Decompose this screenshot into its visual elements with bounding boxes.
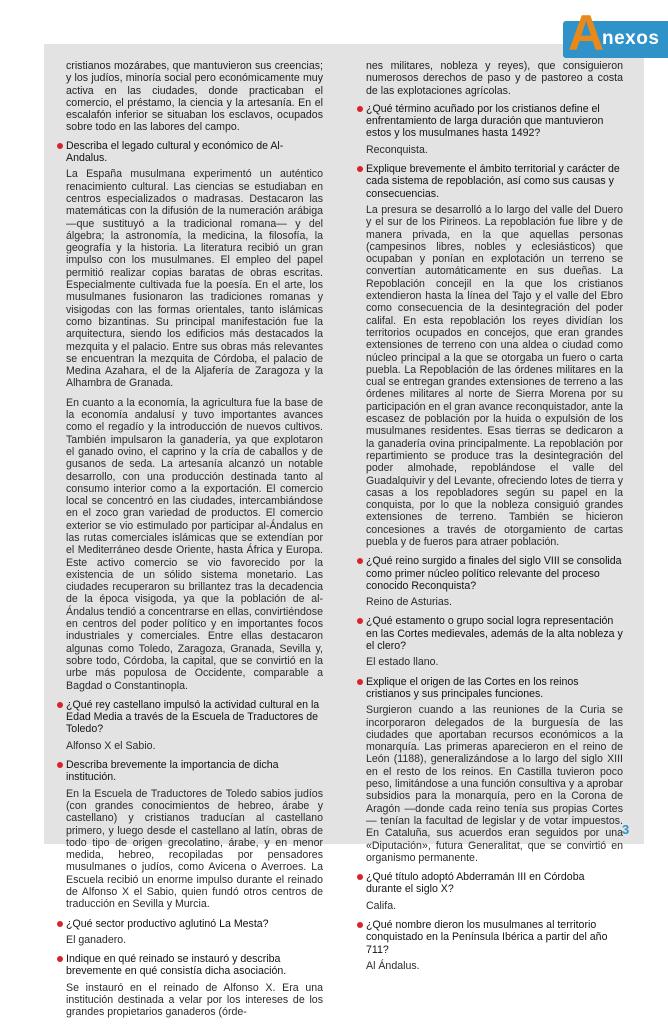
answer: La presura se desarrolló a lo largo del valle del Duero y el sur de los Pirineos. La repoblación fue libre y de manera privada, en la que aquellas personas (campesinos libres, nobles y eclesiásticos) que ocupaban y ponían en explotación un terreno se convertían automáticamente en sus dueñas. La Repoblación concejil en la que los cristianos extendieron hasta la línea del Tajo y el valle del Ebro como consecuencia de la desintegración del poder califal. En esta repoblación los reyes dividían los territorios ocupados en concejos, que eran grandes extensiones de terreno con una aldea o ciudad como núcleo principal a la que se otorgaba un fuero o carta puebla. La Repoblación de las órdenes militares en la cual se entregan grandes extensiones de terreno a las órdenes militares al norte de Sierra Morena por su participación en el gran avance reconquistador, ante la escasez de población por la huida o expulsión de los musulmanes residentes. Esas tierras se dedicaron a la ganadería ovina principalmente. La repoblación por repartimiento se produce tras la desintegración del poder almohade, repoblándose el valle del Guadalquivir y del Levante, ofreciendo lotes de tierra y casas a los repobladores según su papel en la conquista, por lo que la nobleza consiguió grandes extensiones de terreno. También se hicieron concesiones a través de otorgamiento de cartas puebla y de fueros para atraer población. — [366, 203, 623, 548]
question-text: ¿Qué estamento o grupo social logra representación en las Cortes medievales, además de la alta nobleza y el clero? — [366, 615, 623, 653]
question — [57, 140, 323, 165]
question-text: Explique el origen de las Cortes en los reinos cristianos y sus principales funciones. — [366, 675, 579, 700]
page-number: 3 — [622, 822, 630, 837]
paragraph: nes militares, nobleza y reyes), que consiguieron numerosos derechos de paso y de pastoreo a costa de las explotaciones agrícolas. — [366, 60, 623, 97]
answer: Al Ándalus. — [366, 959, 420, 972]
question — [357, 919, 623, 956]
answer: Alfonso X el Sabio. — [66, 739, 156, 752]
question — [57, 759, 323, 784]
bullet-icon — [357, 166, 363, 172]
question-text: ¿Qué término acuñado por los cristianos define el enfrentamiento de larga duración que mantuvieron estos y los musulmanes hasta 1492? — [366, 102, 604, 140]
question — [57, 953, 323, 978]
bullet-icon — [357, 106, 363, 112]
bullet-icon — [357, 922, 363, 928]
answer: En la Escuela de Traductores de Toledo sabios judíos (con grandes conocimientos de hebreo, árabe y castellano) y cristianos traducían al castellano primero, y luego desde el castellano al latín, obras de todo tipo de origen grecolatino, árabe, y en menor medida, hebreo, recopiladas por pensadores musulmanes o judíos, como Avicena o Averroes. La Escuela recibió un enorme impulso durante el reinado de Alfonso X el Sabio, quien fundó otros centros de traducción en Sevilla y Murcia. — [66, 787, 323, 911]
bullet-icon — [57, 702, 63, 708]
right-column — [357, 60, 623, 979]
bullet-icon — [57, 143, 63, 149]
section-tab-title: nexos — [602, 28, 660, 49]
paragraph: cristianos mozárabes, que mantuvieron sus creencias; y los judíos, minoría social pero económicamente muy activa en las ciudades, donde practicaban el comercio, el préstamo, la ciencia y la artesanía. En el escalafón inferior se situaban los esclavos, ocupados sobre todo en las labores del campo. — [66, 60, 323, 134]
question-text: ¿Qué sector productivo aglutinó La Mesta? — [66, 917, 269, 930]
answer: Califa. — [366, 899, 397, 912]
question — [357, 163, 623, 200]
bullet-icon — [57, 956, 63, 962]
bullet-icon — [357, 679, 363, 685]
question-text: Describa brevemente la importancia de dicha institución. — [66, 759, 279, 784]
question — [357, 555, 623, 592]
question-text: ¿Qué nombre dieron los musulmanes al territorio conquistado en la Península Ibérica a partir del año 711? — [366, 919, 608, 956]
question — [357, 676, 623, 701]
answer: Reino de Asturias. — [366, 596, 452, 609]
bullet-icon — [357, 618, 363, 624]
question — [357, 871, 623, 896]
answer: Reconquista. — [366, 143, 428, 156]
section-tab-initial: A — [568, 5, 605, 61]
answer: El estado llano. — [366, 656, 439, 669]
answer: La España musulmana experimentó un auténtico renacimiento cultural. Las ciencias se estudiaban en centros especializados o madrasas. Destacaron las matemáticas con la difusión de la numeración arábiga —que sustituyó a la tradicional romana— y del álgebra; la astronomía, la medicina, la filosofía, la geografía y la historia. La literatura recibió un gran impulso con los musulmanes. El empleo del papel permitió realizar copias baratas de obras escritas. Especialmente cultivada fue la poesía. En el arte, los musulmanes fusionaron las tradiciones romanas y visigodas con las formas orientales, tanto islámicas como bizantinas. Su principal manifestación fue la arquitectura, siendo los edificios más destacados la mezquita y el palacio. Entre sus obras más relevantes se encuentran la mezquita de Córdoba, el palacio de Medina Azahara, el de la Aljafería de Zaragoza y la Alhambra de Granada. — [66, 168, 323, 390]
answer: En cuanto a la economía, la agricultura fue la base de la economía andalusí y tuvo importantes avances como el regadío y la introducción de nuevos cultivos. También impulsaron la ganadería, ya que explotaron el ganado ovino, el caprino y la cría de caballos y de gusanos de seda. La artesanía alcanzó un notable desarrollo, con una producción destinada tanto al consumo interior como a la exportación. El comercio local se concentró en las ciudades, intercambiándose en el zoco gran variedad de productos. El comercio exterior se vio estimulado por participar al-Ándalus en las rutas comerciales islámicas que se extendían por el Mediterráneo desde Oriente, hasta África y Europa. Este activo comercio se vio favorecido por la existencia de un sólido sistema monetario. Las ciudades recuperaron su brillantez tras la decadencia de la época visigoda, ya que la población de al-Ándalus tendió a concentrarse en ellas, convirtiéndose en centros del poder político y en importantes focos industriales y comerciales. Entre ellas destacaron algunas como Toledo, Zaragoza, Granada, Sevilla y, sobre todo, Córdoba, la capital, que se convirtió en la urbe más populosa de Occidente, comparable a Bagdad o Constantinopla. — [66, 396, 323, 692]
question-text: Explique brevemente el ámbito territorial y carácter de cada sistema de repoblación, así como sus causas y consecuencias. — [366, 163, 620, 200]
bullet-icon — [57, 762, 63, 768]
question-text: ¿Qué título adoptó Abderramán III en Córdoba durante el siglo X? — [366, 871, 585, 896]
question — [357, 103, 623, 140]
question-text: ¿Qué rey castellano impulsó la actividad cultural en la Edad Media a través de la Escuela de Traductores de Toledo? — [66, 698, 320, 736]
question-text: ¿Qué reino surgido a finales del siglo VIII se consolida como primer núcleo político relevante del proceso conocido Reconquista? — [366, 555, 622, 592]
answer: Se instauró en el reinado de Alfonso X. Era una institución destinada a velar por los intereses de los grandes propietarios ganaderos (órde- — [66, 981, 323, 1019]
question — [57, 699, 323, 736]
question-text: Indique en qué reinado se instauró y describa brevemente en qué consistía dicha asociación. — [66, 953, 287, 978]
answer: El ganadero. — [66, 933, 127, 946]
bullet-icon — [357, 558, 363, 564]
bullet-icon — [57, 921, 63, 927]
bullet-icon — [357, 874, 363, 880]
left-column — [57, 60, 323, 1026]
question — [57, 918, 323, 930]
answer: Surgieron cuando a las reuniones de la Curia se incorporaron delegados de la burguesía de las ciudades que aportaban recursos económicos a la monarquía. Las primeras aparecieron en el reino de León (1188), generalizándose a lo largo del siglo XIII en el resto de los reinos. En Castilla tuvieron poco peso, limitándose a una función consultiva y a aprobar subsidios para la monarquía, pero en la Corona de Aragón —donde cada reino tenía sus propias Cortes— tenían la facultad de legislar y de votar impuestos. En Cataluña, sus acuerdos eran seguidos por una «Diputación», futura Generalitat, que se convirtió en organismo permanente. — [366, 704, 623, 864]
question — [357, 615, 623, 652]
question-text: Describa el legado cultural y económico de Al-Andalus. — [66, 139, 284, 165]
